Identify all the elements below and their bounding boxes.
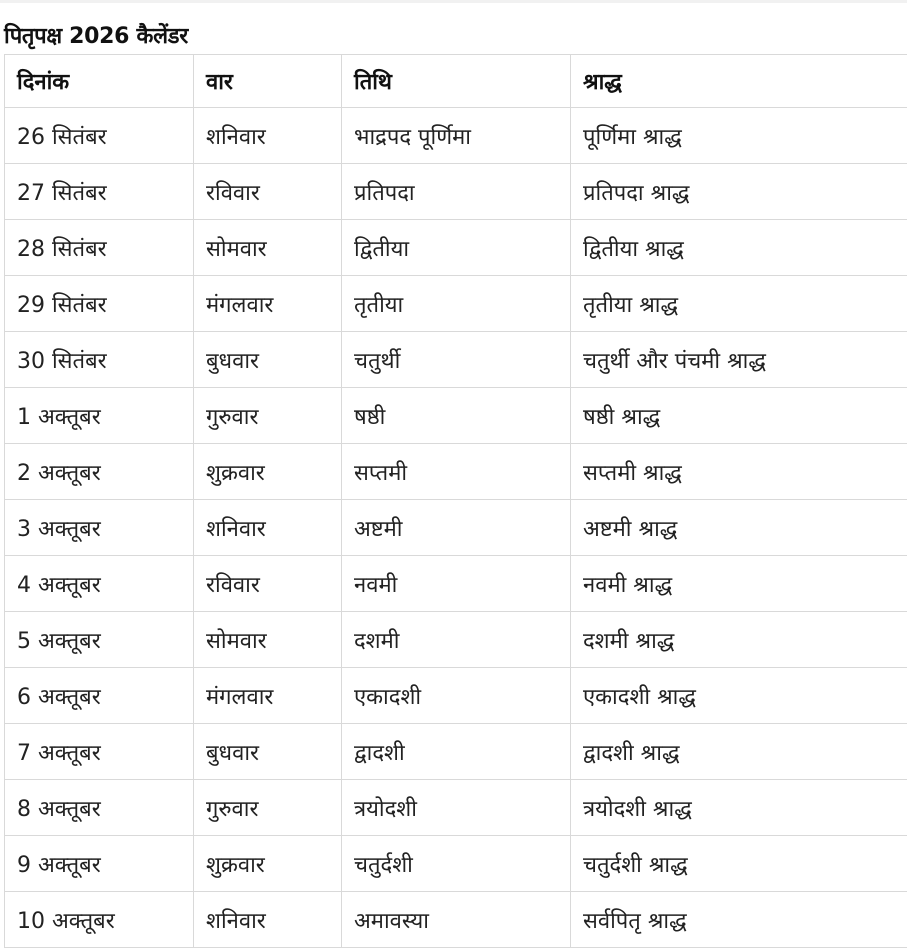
cell-tithi: नवमी xyxy=(342,556,571,612)
page-title: पितृपक्ष 2026 कैलेंडर xyxy=(4,20,188,50)
table-row xyxy=(5,164,907,220)
table-row xyxy=(5,276,907,332)
cell-date: 4 अक्तूबर xyxy=(5,556,194,612)
cell-shraddha: नवमी श्राद्ध xyxy=(571,556,907,612)
table-row xyxy=(5,388,907,444)
cell-date: 28 सितंबर xyxy=(5,220,194,276)
cell-shraddha: चतुर्दशी श्राद्ध xyxy=(571,836,907,892)
cell-shraddha: प्रतिपदा श्राद्ध xyxy=(571,164,907,220)
cell-date: 8 अक्तूबर xyxy=(5,780,194,836)
cell-weekday: रविवार xyxy=(194,164,342,220)
top-divider xyxy=(0,0,907,3)
cell-date: 29 सितंबर xyxy=(5,276,194,332)
table-row xyxy=(5,108,907,164)
cell-tithi: भाद्रपद पूर्णिमा xyxy=(342,108,571,164)
header-tithi: तिथि xyxy=(342,55,571,108)
cell-weekday: गुरुवार xyxy=(194,388,342,444)
header-date: दिनांक xyxy=(5,55,194,108)
header-shraddha: श्राद्ध xyxy=(571,55,907,108)
cell-date: 1 अक्तूबर xyxy=(5,388,194,444)
cell-weekday: बुधवार xyxy=(194,724,342,780)
header-weekday: वार xyxy=(194,55,342,108)
cell-tithi: अमावस्या xyxy=(342,892,571,948)
cell-date: 5 अक्तूबर xyxy=(5,612,194,668)
table-row xyxy=(5,556,907,612)
cell-date: 7 अक्तूबर xyxy=(5,724,194,780)
cell-weekday: मंगलवार xyxy=(194,276,342,332)
table-row xyxy=(5,612,907,668)
cell-shraddha: चतुर्थी और पंचमी श्राद्ध xyxy=(571,332,907,388)
table-row xyxy=(5,892,907,948)
cell-tithi: सप्तमी xyxy=(342,444,571,500)
cell-shraddha: एकादशी श्राद्ध xyxy=(571,668,907,724)
cell-date: 26 सितंबर xyxy=(5,108,194,164)
table-body xyxy=(5,108,907,948)
cell-shraddha: अष्टमी श्राद्ध xyxy=(571,500,907,556)
cell-shraddha: दशमी श्राद्ध xyxy=(571,612,907,668)
cell-weekday: मंगलवार xyxy=(194,668,342,724)
pitru-paksha-calendar-table xyxy=(4,54,907,948)
table-row xyxy=(5,500,907,556)
table-row xyxy=(5,724,907,780)
cell-shraddha: तृतीया श्राद्ध xyxy=(571,276,907,332)
table-row xyxy=(5,444,907,500)
cell-shraddha: सर्वपितृ श्राद्ध xyxy=(571,892,907,948)
cell-weekday: शनिवार xyxy=(194,500,342,556)
cell-shraddha: पूर्णिमा श्राद्ध xyxy=(571,108,907,164)
cell-tithi: चतुर्थी xyxy=(342,332,571,388)
cell-date: 27 सितंबर xyxy=(5,164,194,220)
cell-tithi: द्वादशी xyxy=(342,724,571,780)
cell-weekday: गुरुवार xyxy=(194,780,342,836)
cell-shraddha: षष्ठी श्राद्ध xyxy=(571,388,907,444)
cell-weekday: रविवार xyxy=(194,556,342,612)
cell-weekday: सोमवार xyxy=(194,612,342,668)
table-row xyxy=(5,780,907,836)
cell-weekday: शनिवार xyxy=(194,108,342,164)
cell-date: 3 अक्तूबर xyxy=(5,500,194,556)
cell-shraddha: सप्तमी श्राद्ध xyxy=(571,444,907,500)
cell-weekday: शुक्रवार xyxy=(194,836,342,892)
cell-tithi: चतुर्दशी xyxy=(342,836,571,892)
table-row xyxy=(5,220,907,276)
cell-tithi: त्रयोदशी xyxy=(342,780,571,836)
table-row xyxy=(5,668,907,724)
cell-weekday: सोमवार xyxy=(194,220,342,276)
cell-date: 2 अक्तूबर xyxy=(5,444,194,500)
cell-weekday: शनिवार xyxy=(194,892,342,948)
table-row xyxy=(5,836,907,892)
cell-shraddha: द्वितीया श्राद्ध xyxy=(571,220,907,276)
cell-tithi: षष्ठी xyxy=(342,388,571,444)
cell-weekday: शुक्रवार xyxy=(194,444,342,500)
cell-tithi: द्वितीया xyxy=(342,220,571,276)
cell-tithi: अष्टमी xyxy=(342,500,571,556)
cell-date: 9 अक्तूबर xyxy=(5,836,194,892)
cell-tithi: एकादशी xyxy=(342,668,571,724)
cell-date: 10 अक्तूबर xyxy=(5,892,194,948)
table-header-row xyxy=(5,55,907,108)
cell-weekday: बुधवार xyxy=(194,332,342,388)
table-row xyxy=(5,332,907,388)
cell-date: 6 अक्तूबर xyxy=(5,668,194,724)
cell-tithi: दशमी xyxy=(342,612,571,668)
cell-date: 30 सितंबर xyxy=(5,332,194,388)
cell-tithi: तृतीया xyxy=(342,276,571,332)
cell-tithi: प्रतिपदा xyxy=(342,164,571,220)
cell-shraddha: त्रयोदशी श्राद्ध xyxy=(571,780,907,836)
cell-shraddha: द्वादशी श्राद्ध xyxy=(571,724,907,780)
